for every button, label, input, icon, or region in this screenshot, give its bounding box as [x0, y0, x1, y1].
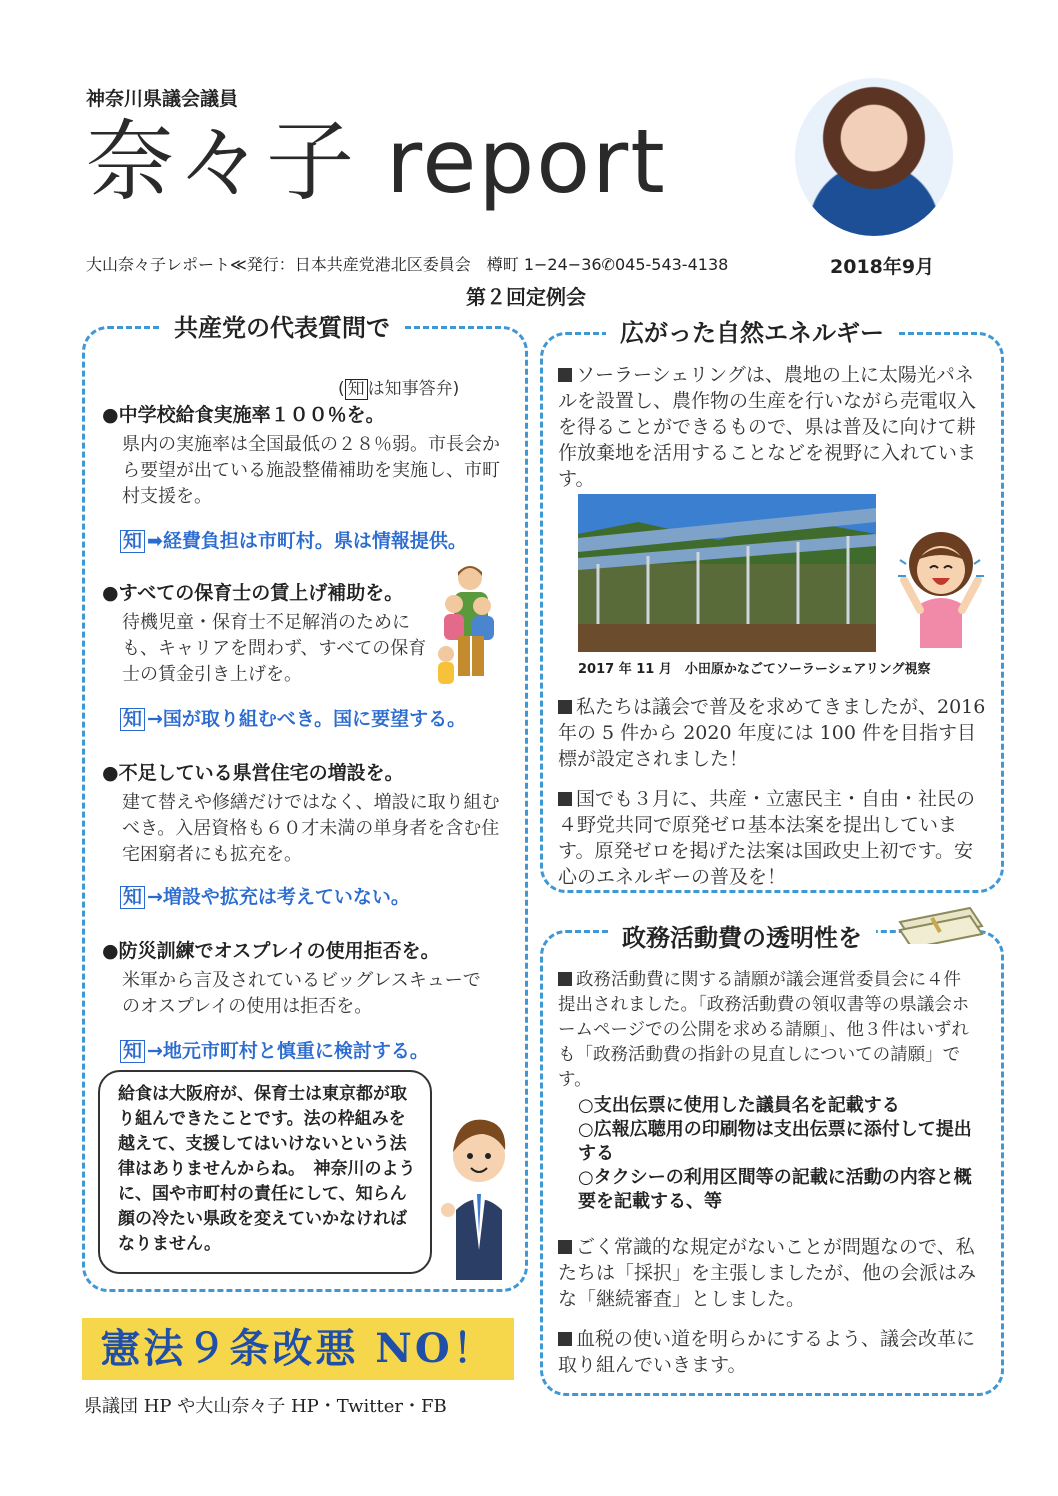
questions-heading: 共産党の代表質問で — [160, 308, 404, 343]
expense-paragraph — [558, 1234, 978, 1312]
topic-body: 待機児童・保育士不足解消のためにも、キャリアを問わず、すべての保育士の賃金引き上げを。 — [122, 612, 427, 685]
topic-title: ●不足している県営住宅の増設を。 — [102, 762, 404, 784]
square-bullet-icon — [558, 1240, 572, 1254]
energy-paragraph-text: 私たちは議会で普及を求めてきましたが、2016 年の 5 件から 2020 年度には 100 件を目指す目標が設定されました！ — [558, 696, 986, 770]
speech-text: 給食は大阪府が、保育士は東京都が取り組んできたことです。法の枠組みを越えて、支援してはいけないという法律はありませんからね。 神奈川のように、国や市町村の責任にして、知らん顔の冷たい県政を変えていかなければなりません。 — [118, 1084, 416, 1254]
cheering-girl-illustration — [896, 520, 986, 650]
square-bullet-icon — [558, 792, 572, 806]
answer-text: ➡経費負担は市町村。県は情報提供。 — [147, 530, 467, 552]
member-label: 神奈川県議会議員 — [86, 88, 239, 110]
expense-intro-text: 政務活動費に関する請願が議会運営委員会に４件提出されました。「政務活動費の領収書等の県議会ホームページでの公開を求める請願」、他３件はいずれも「政務活動費の指針の見直しについての請願」です。 — [558, 970, 970, 1090]
energy-paragraph — [558, 694, 988, 772]
governor-mark: 知 — [120, 708, 145, 731]
publisher-line: 大山奈々子レポート≪発行：日本共産党港北区委員会 樽町 1−24−36✆045-543-4138 — [86, 255, 729, 274]
square-bullet-icon — [558, 1332, 572, 1346]
portrait-photo — [795, 78, 953, 236]
governor-mark: 知 — [120, 1040, 145, 1063]
topic-title: ●すべての保育士の賃上げ補助を。 — [102, 582, 404, 604]
issue-date: 2018年9月 — [830, 256, 935, 278]
energy-paragraph-text: 国でも３月に、共産・立憲民主・自由・社民の４野党共同で原発ゼロ基本法案を提出しています。原発ゼロを掲げた法案は国政史上初です。安心のエネルギーの普及を！ — [558, 788, 976, 888]
square-bullet-icon — [558, 700, 572, 714]
petition-request: ○タクシーの利用区間等の記載に活動の内容と概要を記載する、等 — [578, 1167, 972, 1212]
topic-title: ●中学校給食実施率１００％を。 — [102, 404, 385, 426]
topic-body: 米軍から言及されているビッグレスキューでのオスプレイの使用は拒否を。 — [122, 970, 481, 1017]
governor-answer — [120, 882, 410, 909]
footer-links: 県議団 HP や大山奈々子 HP・Twitter・FB — [84, 1396, 447, 1417]
answer-text: →地元市町村と慎重に検討する。 — [147, 1040, 429, 1062]
energy-paragraph — [558, 786, 988, 890]
solar-sharing-photo — [578, 494, 876, 652]
legend-text: は知事答弁) — [367, 379, 460, 399]
expense-intro — [558, 968, 978, 1093]
photo-caption: 2017 年 11 月 小田原かなごてソーラーシェアリング視察 — [578, 662, 931, 677]
governor-mark: 知 — [120, 530, 145, 553]
governor-answer — [120, 1036, 429, 1063]
man-illustration — [440, 1090, 518, 1280]
expense-paragraph — [558, 1326, 978, 1378]
masthead-title: 奈々子 report — [86, 110, 667, 213]
energy-paragraph-text: ソーラーシェリングは、農地の上に太陽光パネルを設置し、農作物の生産を行いながら売電収入を得ることができるもので、県は普及に向けて耕作放棄地を活用することなどを視野に入れています。 — [558, 364, 977, 490]
topic-body: 建て替えや修繕だけではなく、増設に取り組むべき。入居資格も６０才未満の単身者を含む住宅困窮者にも拡充を。 — [122, 792, 500, 865]
energy-heading: 広がった自然エネルギー — [606, 313, 898, 348]
topic-title: ●防災訓練でオスプレイの使用拒否を。 — [102, 940, 440, 962]
topic-body: 県内の実施率は全国最低の２８％弱。市長会から要望が出ている施設整備補助を実施し、市町村支援を。 — [122, 434, 500, 507]
expense-paragraph-text: 血税の使い道を明らかにするよう、議会改革に取り組んでいきます。 — [558, 1328, 976, 1376]
expense-heading: 政務活動費の透明性を — [608, 918, 876, 953]
answer-text: →増設や拡充は考えていない。 — [147, 886, 410, 908]
governor-mark: 知 — [120, 886, 145, 909]
square-bullet-icon — [558, 972, 572, 986]
governor-answer — [120, 704, 466, 731]
governor-answer — [120, 526, 467, 553]
answer-text: →国が取り組むべき。国に要望する。 — [147, 708, 467, 730]
energy-paragraph — [558, 362, 988, 492]
expense-paragraph-text: ごく常識的な規定がないことが問題なので、私たちは「採択」を主張しましたが、他の会派はみな「継続審査」としました。 — [558, 1236, 977, 1310]
legend — [338, 374, 459, 400]
article9-banner-text: 憲法９条改悪 NO！ — [100, 1325, 496, 1372]
square-bullet-icon — [558, 368, 572, 382]
family-illustration — [432, 562, 502, 690]
solar-panel-illustration — [578, 494, 876, 652]
legend-open: ( — [338, 379, 345, 399]
petition-request: ○広報広聴用の印刷物は支出伝票に添付して提出する — [578, 1119, 972, 1164]
money-bundle-icon — [896, 900, 986, 944]
petition-request: ○支出伝票に使用した議員名を記載する — [578, 1095, 900, 1116]
session-title: 第２回定例会 — [466, 285, 586, 309]
governor-mark: 知 — [345, 379, 368, 400]
